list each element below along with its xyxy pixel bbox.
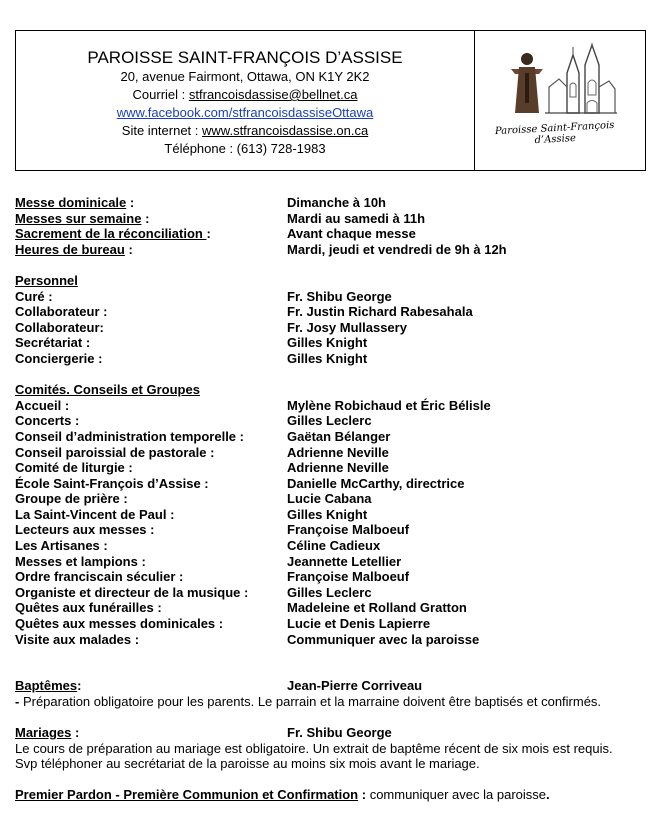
committee-row: Ordre franciscain séculier : Françoise Malboeuf (15, 569, 410, 585)
facebook-line (16, 104, 474, 122)
logo-cell (475, 31, 645, 170)
personnel-row: Conciergerie : Gilles Knight (15, 350, 368, 366)
committee-row: Les Artisanes : Céline Cadieux (15, 538, 381, 554)
committee-row: Conseil d’administration temporelle : Gaëtan Bélanger (15, 428, 391, 444)
personnel-row: Collaborateur : Fr. Justin Richard Rabesahala (15, 304, 473, 320)
parish-logo (489, 43, 621, 153)
schedule-row: Messes sur semaine : Mardi au samedi à 11h (15, 210, 426, 226)
committee-row: Comité de liturgie : Adrienne Neville (15, 460, 389, 476)
parish-title: PAROISSE SAINT-FRANÇOIS D’ASSISE (87, 48, 403, 67)
personnel-row: Curé : Fr. Shibu George (15, 288, 392, 304)
marriage-note: Svp téléphoner au secrétariat de la paroisse au moins six mois avant le mariage. (15, 756, 480, 772)
pardon-line: Premier Pardon - Première Communion et Confirmation : communiquer avec la paroisse. (15, 787, 550, 803)
schedule-value: Mardi au samedi à 11h (287, 210, 426, 226)
email-link[interactable]: stfrancoisdassise@bellnet.ca (188, 87, 358, 102)
pardon-label: Premier Pardon - Première Communion et Confirmation (15, 787, 359, 803)
baptism-row: Baptêmes: Jean-Pierre Corriveau (15, 678, 423, 694)
committee-row: La Saint-Vincent de Paul : Gilles Knight (15, 506, 368, 522)
committee-row: École Saint-François d’Assise : Danielle McCarthy, directrice (15, 475, 465, 491)
personnel-row: Secrétariat : Gilles Knight (15, 335, 368, 351)
parish-info (15, 195, 655, 803)
schedule-value: Dimanche à 10h (287, 195, 386, 210)
baptism-contact: Jean-Pierre Corriveau (287, 678, 423, 694)
personnel-heading: Personnel (15, 272, 78, 288)
schedule-section (15, 195, 655, 257)
committee-row: Conseil paroissial de pastorale : Adrienne Neville (15, 444, 389, 460)
schedule-row: Sacrement de la réconciliation : Avant chaque messe (15, 226, 416, 242)
marriage-row: Mariages : Fr. Shibu George (15, 725, 392, 740)
schedule-label: Messes sur semaine (15, 210, 142, 226)
email-line (16, 86, 474, 104)
committee-row: Quêtes aux funérailles : Madeleine et Rolland Gratton (15, 600, 467, 616)
marriage-contact: Fr. Shibu George (287, 725, 392, 740)
committee-row: Lecteurs aux messes : Françoise Malboeuf (15, 522, 410, 538)
parish-contact-block (16, 31, 475, 170)
schedule-label: Sacrement de la réconciliation (15, 226, 207, 242)
pardon-text: communiquer avec la paroisse (366, 787, 546, 803)
committee-row: Concerts : Gilles Leclerc (15, 413, 372, 429)
website-link[interactable]: www.stfrancoisdassise.on.ca (202, 123, 369, 138)
baptism-label: Baptêmes (15, 678, 78, 694)
committee-row: Quêtes aux messes dominicales : Lucie et Denis Lapierre (15, 616, 431, 632)
marriage-label: Mariages (15, 725, 72, 740)
header-box (15, 30, 646, 171)
committee-row: Accueil : Mylène Robichaud et Éric Bélisle (15, 397, 491, 413)
facebook-link[interactable]: www.facebook.com/stfrancoisdassiseOttawa (116, 105, 374, 120)
committees-heading: Comités. Conseils et Groupes (15, 382, 200, 398)
personnel-row: Collaborateur: Fr. Josy Mullassery (15, 319, 407, 335)
marriage-section (15, 725, 655, 772)
logo-caption: Paroisse Saint-François d’Assise (494, 119, 615, 147)
website-line (16, 122, 474, 140)
parish-address: 20, avenue Fairmont, Ottawa, ON K1Y 2K2 (120, 69, 370, 84)
schedule-label: Heures de bureau (15, 241, 125, 257)
committee-row: Groupe de prière : Lucie Cabana (15, 491, 372, 507)
committee-row: Visite aux malades : Communiquer avec la paroisse (15, 631, 480, 647)
email-label: Courriel : (132, 87, 189, 102)
schedule-label: Messe dominicale (15, 195, 127, 210)
schedule-value: Avant chaque messe (287, 226, 416, 242)
schedule-row: Heures de bureau : Mardi, jeudi et vendredi de 9h à 12h (15, 241, 507, 257)
baptism-section (15, 678, 655, 709)
committee-row: Messes et lampions : Jeannette Letellier (15, 553, 402, 569)
personnel-section (15, 273, 655, 367)
baptism-note: - Préparation obligatoire pour les parents. Le parrain et la marraine doivent être baptisés et confirmés. (15, 693, 602, 709)
marriage-note: Le cours de préparation au mariage est obligatoire. Un extrait de baptême récent de six mois est requis. (15, 740, 613, 756)
website-label: Site internet : (121, 123, 203, 138)
committees-section (15, 382, 655, 647)
schedule-value: Mardi, jeudi et vendredi de 9h à 12h (287, 241, 507, 257)
schedule-row: Messe dominicale : Dimanche à 10h (15, 195, 386, 210)
committee-row: Organiste et directeur de la musique : Gilles Leclerc (15, 584, 372, 600)
phone-line: Téléphone : (613) 728-1983 (164, 141, 326, 156)
